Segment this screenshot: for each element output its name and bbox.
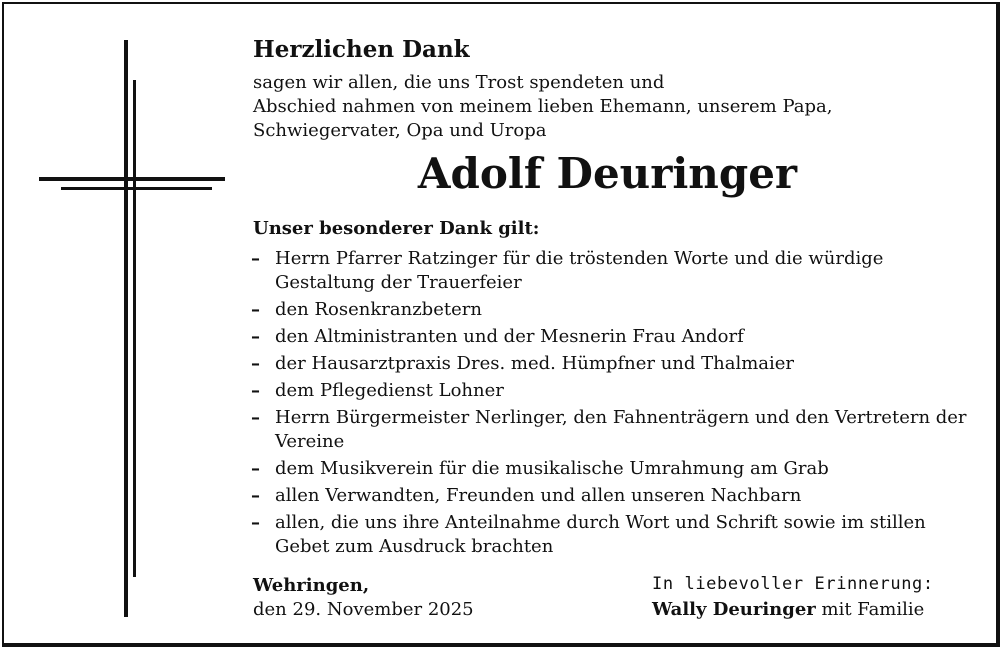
list-item	[251, 379, 971, 403]
list-item-text: Herrn Bürgermeister Nerlinger, den Fahnenträgern und den Vertretern der Vereine	[275, 407, 967, 452]
dash-bullet: –	[251, 485, 260, 506]
list-item	[251, 298, 971, 322]
memory-line: In liebevoller Erinnerung:	[652, 574, 934, 594]
dash-bullet: –	[251, 512, 260, 533]
dash-bullet: –	[251, 458, 260, 479]
dash-bullet: –	[251, 248, 260, 269]
list-item-text: den Rosenkranzbetern	[275, 299, 482, 320]
intro-line: Abschied nahmen von meinem lieben Ehemann, unserem Papa,	[253, 96, 833, 117]
notice-date: den 29. November 2025	[253, 599, 474, 620]
family-signature	[652, 598, 924, 622]
cross-horizontal-bar	[39, 177, 225, 181]
cross-vertical-bar-inner	[133, 80, 136, 577]
list-item	[251, 247, 971, 295]
intro-line: Schwiegervater, Opa und Uropa	[253, 120, 547, 141]
family-name: Wally Deuringer	[652, 599, 816, 620]
dash-bullet: –	[251, 326, 260, 347]
thanks-heading: Unser besonderer Dank gilt:	[253, 218, 540, 239]
cross-horizontal-bar-inner	[61, 187, 212, 190]
list-item	[251, 484, 971, 508]
list-item	[251, 406, 971, 454]
intro-text	[253, 71, 832, 143]
notice-title: Herzlichen Dank	[253, 36, 470, 63]
list-item-text: dem Musikverein für die musikalische Umrahmung am Grab	[275, 458, 829, 479]
obituary-frame	[2, 2, 1000, 647]
list-item	[251, 457, 971, 481]
dash-bullet: –	[251, 353, 260, 374]
list-item-text: der Hausarztpraxis Dres. med. Hümpfner und Thalmaier	[275, 353, 795, 374]
deceased-name: Adolf Deuringer	[417, 149, 798, 198]
list-item-text: allen, die uns ihre Anteilnahme durch Wort und Schrift sowie im stillen Gebet zum Ausdruck brachten	[275, 512, 926, 557]
list-item	[251, 325, 971, 349]
cross-vertical-bar	[124, 40, 128, 617]
dash-bullet: –	[251, 299, 260, 320]
list-item-text: Herrn Pfarrer Ratzinger für die tröstenden Worte und die würdige Gestaltung der Trauerfeier	[275, 248, 884, 293]
list-item-text: allen Verwandten, Freunden und allen unseren Nachbarn	[275, 485, 802, 506]
dash-bullet: –	[251, 407, 260, 428]
list-item	[251, 511, 971, 559]
dash-bullet: –	[251, 380, 260, 401]
list-item-text: dem Pflegedienst Lohner	[275, 380, 504, 401]
list-item-text: den Altministranten und der Mesnerin Frau Andorf	[275, 326, 744, 347]
thanks-list	[251, 247, 971, 562]
list-item	[251, 352, 971, 376]
intro-line: sagen wir allen, die uns Trost spendeten und	[253, 72, 665, 93]
place-name: Wehringen,	[253, 575, 370, 596]
family-suffix: mit Familie	[815, 599, 925, 620]
